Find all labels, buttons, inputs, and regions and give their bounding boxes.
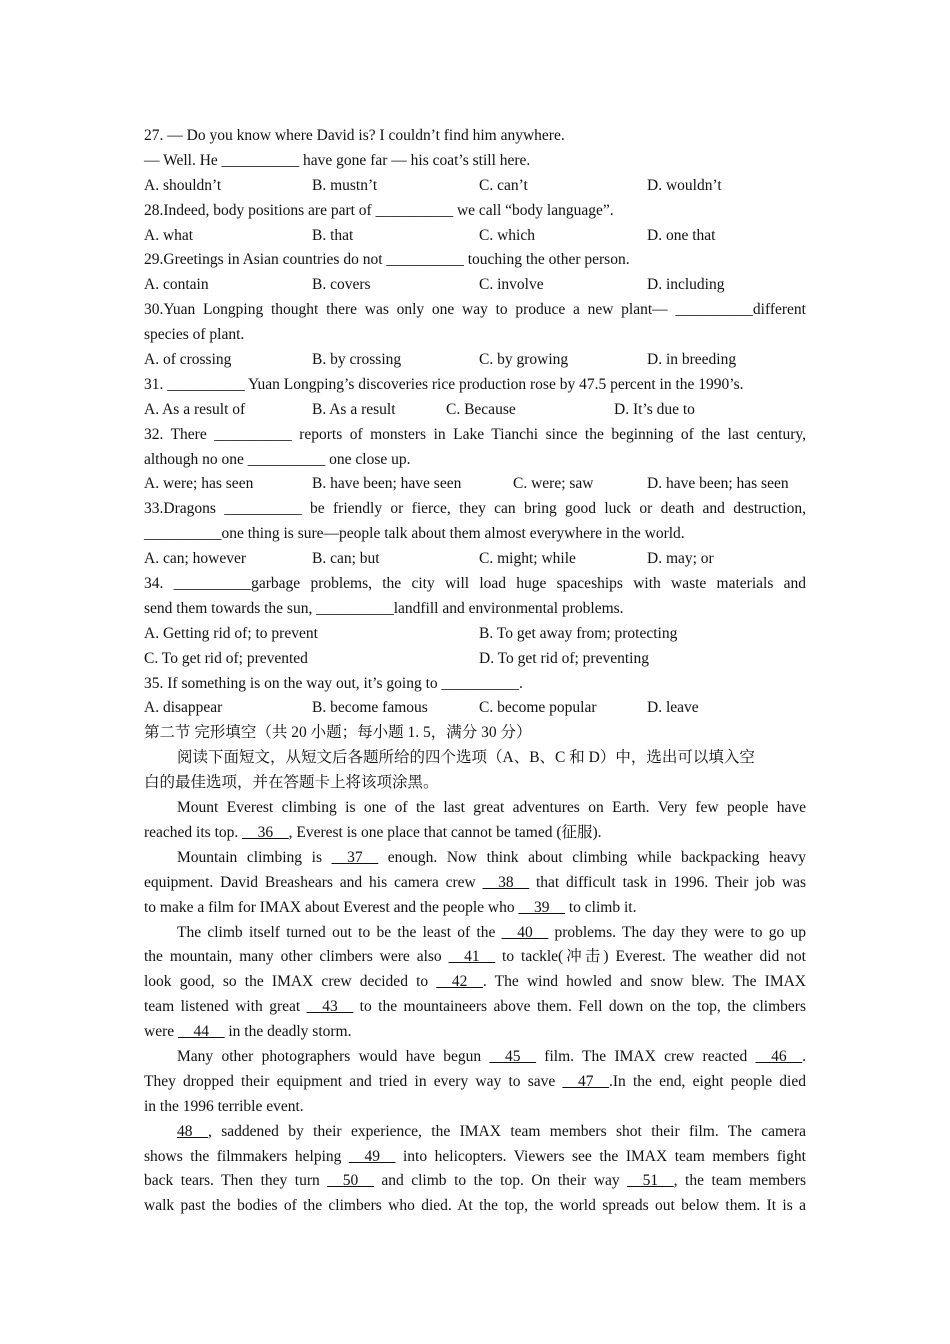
option: D. It’s due to bbox=[614, 400, 695, 418]
option: B. become famous bbox=[312, 699, 428, 717]
option: C. can’t bbox=[479, 176, 528, 194]
passage-line: Mount Everest climbing is one of the last great adventures on Earth. Very few people have bbox=[177, 799, 806, 817]
option: C. might; while bbox=[479, 550, 576, 568]
text-span: were bbox=[144, 1023, 178, 1041]
text-span: to tackle(冲击) Everest. The weather did not bbox=[495, 948, 806, 966]
passage-line bbox=[144, 1095, 806, 1120]
blank-number: __42__ bbox=[436, 973, 483, 991]
passage-line bbox=[144, 821, 806, 846]
text-span: look good, so the IMAX crew decided to bbox=[144, 973, 437, 991]
blank-number: __40__ bbox=[501, 923, 549, 941]
option: D. may; or bbox=[647, 550, 714, 568]
option: A. were; has seen bbox=[144, 475, 254, 493]
option-row bbox=[144, 696, 806, 721]
option: A. contain bbox=[144, 276, 209, 294]
text-span: film. The IMAX crew reacted bbox=[535, 1047, 756, 1065]
text-span: problems. The day they were to go up bbox=[548, 923, 806, 941]
text-line: send them towards the sun, __________landfill and environmental problems. bbox=[144, 599, 624, 617]
option-row bbox=[144, 348, 806, 373]
text-span: into helicopters. Viewers see the IMAX team members fight bbox=[395, 1147, 806, 1165]
blank-number: __38__ bbox=[482, 873, 530, 891]
text-line: 35. If something is on the way out, it’s going to __________. bbox=[144, 674, 523, 692]
passage-line bbox=[144, 871, 806, 896]
text-span: to make a film for IMAX about Everest and the people who bbox=[144, 898, 519, 916]
text-line: 32. There __________ reports of monsters in Lake Tianchi since the beginning of the last century, bbox=[144, 425, 806, 443]
option: D. in breeding bbox=[647, 351, 737, 369]
text-line: although no one __________ one close up. bbox=[144, 450, 411, 468]
option-row bbox=[144, 622, 806, 647]
option: D. have been; has seen bbox=[647, 475, 789, 493]
passage-line bbox=[144, 1145, 806, 1170]
text-line: 28.Indeed, body positions are part of __________ we call “body language”. bbox=[144, 201, 614, 219]
option-row bbox=[144, 174, 806, 199]
option: B. by crossing bbox=[312, 351, 402, 369]
blank-number: __37__ bbox=[331, 848, 379, 866]
text-span: They dropped their equipment and tried in every way to save bbox=[144, 1072, 563, 1090]
passage-line bbox=[144, 896, 806, 921]
blank-number: __44__ bbox=[178, 1023, 225, 1041]
option: D. including bbox=[647, 276, 725, 294]
passage-line bbox=[144, 1070, 806, 1095]
blank-number: __41__ bbox=[448, 948, 496, 966]
option: D. leave bbox=[647, 699, 699, 717]
option: A. disappear bbox=[144, 699, 223, 717]
text-span: . The wind howled and snow blew. The IMAX bbox=[482, 973, 806, 991]
text-span: , the team members bbox=[673, 1172, 806, 1190]
passage-line bbox=[144, 945, 806, 970]
text-span: to climb it. bbox=[564, 898, 637, 916]
text-span: .In the end, eight people died bbox=[608, 1072, 806, 1090]
option-row bbox=[144, 224, 806, 249]
text-span: Mountain climbing is bbox=[177, 848, 332, 866]
option: C. by growing bbox=[479, 351, 569, 369]
blank-number: __39__ bbox=[518, 898, 565, 916]
text-span: Many other photographers would have begun bbox=[177, 1047, 490, 1065]
option: C. To get rid of; prevented bbox=[144, 649, 308, 667]
text-line: 白的最佳选项，并在答题卡上将该项涂黑。 bbox=[144, 774, 439, 792]
blank-number: __49__ bbox=[348, 1147, 396, 1165]
text-line: 30.Yuan Longping thought there was only one way to produce a new plant— __________different bbox=[144, 301, 806, 319]
option: C. were; saw bbox=[513, 475, 594, 493]
text-span: to the mountaineers above them. Fell down on the top, the climbers bbox=[353, 998, 806, 1016]
option: B. that bbox=[312, 226, 354, 244]
option: A. shouldn’t bbox=[144, 176, 222, 194]
text-span: walk past the bodies of the climbers who died. At the top, the world spreads out below them. It is a bbox=[144, 1197, 806, 1215]
passage-line bbox=[144, 1169, 806, 1194]
option: D. one that bbox=[647, 226, 716, 244]
option-row bbox=[144, 472, 806, 497]
option: B. To get away from; protecting bbox=[479, 624, 678, 642]
document-page bbox=[144, 124, 806, 1219]
text-line: 33.Dragons __________ be friendly or fierce, they can bring good luck or death and destruction, bbox=[144, 500, 806, 518]
option: B. As a result bbox=[312, 400, 396, 418]
blank-number: __50__ bbox=[327, 1172, 374, 1190]
text-line: 34. __________garbage problems, the city will load huge spaceships with waste materials and bbox=[144, 575, 806, 593]
option: C. become popular bbox=[479, 699, 597, 717]
passage-line bbox=[144, 1194, 806, 1219]
blank-number: __47__ bbox=[562, 1072, 609, 1090]
option: B. have been; have seen bbox=[312, 475, 462, 493]
option: A. Getting rid of; to prevent bbox=[144, 624, 318, 642]
text-span: . bbox=[802, 1047, 806, 1065]
option: C. Because bbox=[446, 400, 516, 418]
option: A. what bbox=[144, 226, 194, 244]
option-row bbox=[144, 398, 806, 423]
text-line: 阅读下面短文，从短文后各题所给的四个选项（A、B、C 和 D）中，选出可以填入空 bbox=[177, 749, 755, 767]
text-span: team listened with great bbox=[144, 998, 307, 1016]
text-span: enough. Now think about climbing while backpacking heavy bbox=[378, 848, 806, 866]
passage-line bbox=[144, 995, 806, 1020]
passage-line bbox=[144, 846, 806, 871]
option: C. involve bbox=[479, 276, 544, 294]
passage-line bbox=[144, 1020, 806, 1045]
blank-number: __36__ bbox=[242, 823, 289, 841]
text-span: that difficult task in 1996. Their job was bbox=[529, 873, 806, 891]
blank-number: __51__ bbox=[627, 1172, 674, 1190]
text-span: and climb to the top. On their way bbox=[373, 1172, 628, 1190]
text-span: , saddened by their experience, the IMAX team members shot their film. The camera bbox=[208, 1122, 806, 1140]
blank-number: __45__ bbox=[489, 1047, 536, 1065]
option: B. can; but bbox=[312, 550, 380, 568]
blank-number: __43__ bbox=[306, 998, 354, 1016]
text-span: reached its top. bbox=[144, 823, 243, 841]
option-row bbox=[144, 273, 806, 298]
option: A. As a result of bbox=[144, 400, 246, 418]
option: D. wouldn’t bbox=[647, 176, 722, 194]
text-line: — Well. He __________ have gone far — his coat’s still here. bbox=[144, 151, 531, 169]
text-span: The climb itself turned out to be the least of the bbox=[177, 923, 502, 941]
blank-number: 48__ bbox=[177, 1122, 208, 1140]
text-span: in the deadly storm. bbox=[224, 1023, 352, 1041]
text-span: the mountain, many other climbers were also bbox=[144, 948, 449, 966]
text-line: 第二节 完形填空（共 20 小题；每小题 1. 5，满分 30 分） bbox=[144, 724, 532, 742]
option: C. which bbox=[479, 226, 535, 244]
option-row bbox=[144, 547, 806, 572]
text-span: in the 1996 terrible event. bbox=[144, 1097, 304, 1115]
passage-line bbox=[144, 921, 806, 946]
text-line: 27. — Do you know where David is? I couldn’t find him anywhere. bbox=[144, 127, 565, 144]
option: B. mustn’t bbox=[312, 176, 378, 194]
text-line: species of plant. bbox=[144, 326, 245, 344]
option-row bbox=[144, 647, 806, 672]
passage-line bbox=[144, 1045, 806, 1070]
text-line: __________one thing is sure—people talk about them almost everywhere in the world. bbox=[144, 525, 685, 543]
text-span: equipment. David Breashears and his camera crew bbox=[144, 873, 483, 891]
text-line: 31. __________ Yuan Longping’s discoveries rice production rose by 47.5 percent in the 1990’s. bbox=[144, 375, 744, 393]
passage-line bbox=[144, 1120, 806, 1145]
passage-line bbox=[144, 970, 806, 995]
blank-number: __46__ bbox=[755, 1047, 803, 1065]
option: D. To get rid of; preventing bbox=[479, 649, 649, 667]
text-span: shows the filmmakers helping bbox=[144, 1147, 349, 1165]
option: A. can; however bbox=[144, 550, 246, 568]
text-span: back tears. Then they turn bbox=[144, 1172, 328, 1190]
text-line: 29.Greetings in Asian countries do not __________ touching the other person. bbox=[144, 251, 630, 269]
text-span: , Everest is one place that cannot be tamed (征服). bbox=[288, 823, 602, 841]
option: A. of crossing bbox=[144, 351, 232, 369]
option: B. covers bbox=[312, 276, 371, 294]
